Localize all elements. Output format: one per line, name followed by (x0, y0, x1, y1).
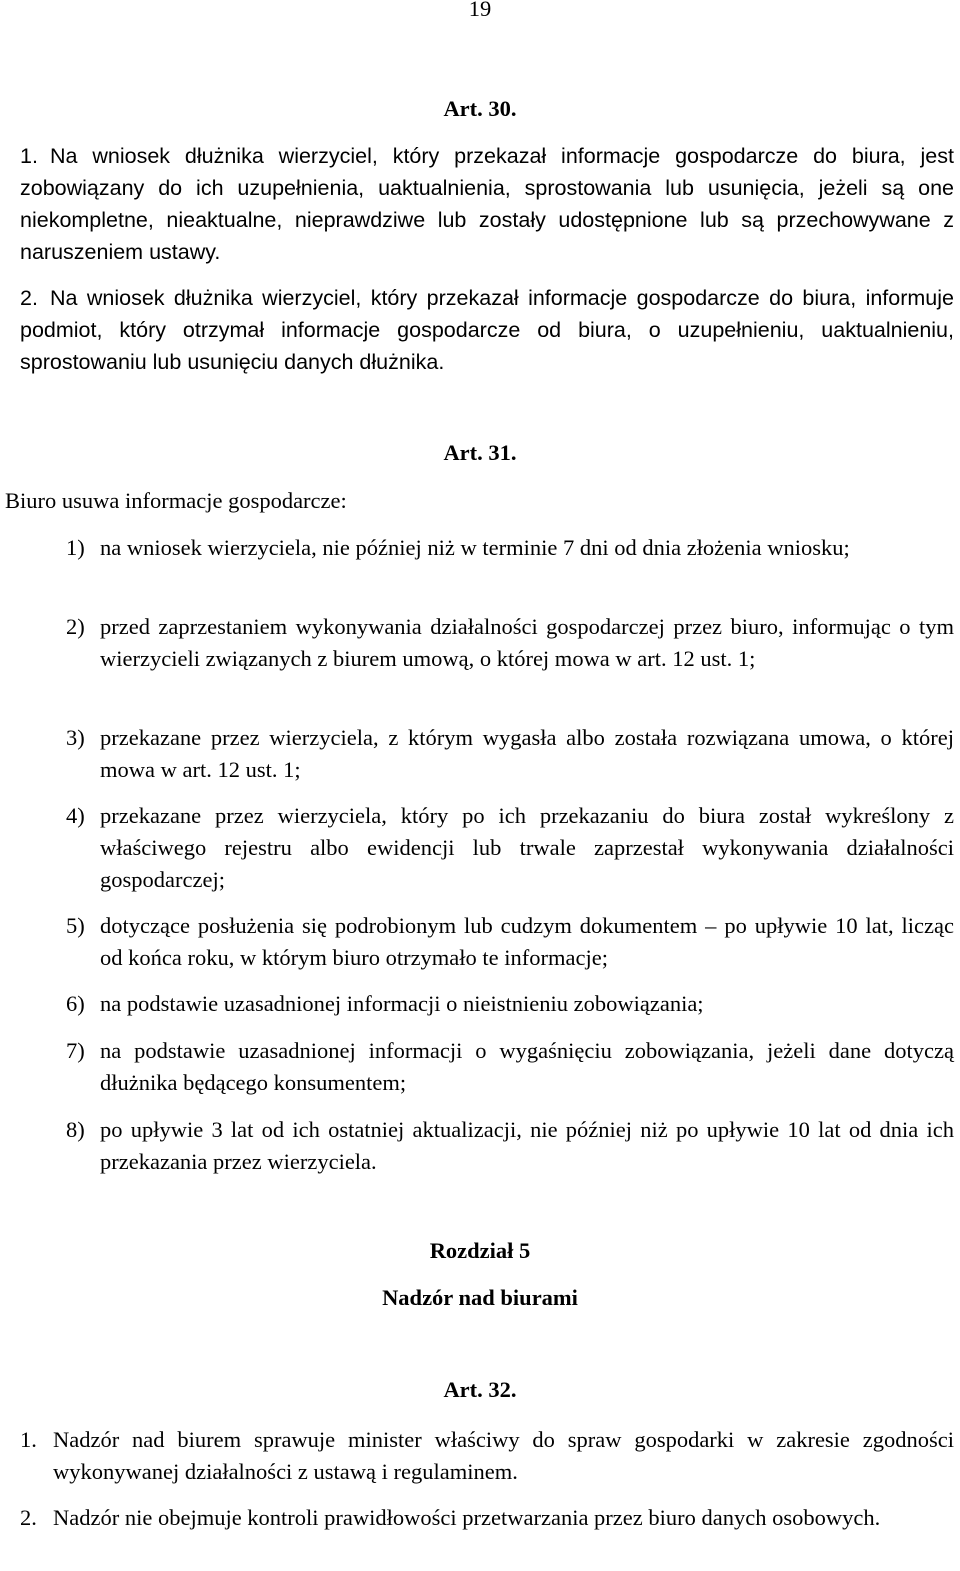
paragraph-number: 2. (20, 286, 38, 310)
list-item (66, 722, 954, 786)
list-item (66, 988, 954, 1020)
list-item-number: 8) (66, 1117, 85, 1142)
list-item (66, 800, 954, 896)
art30-paragraph-1 (20, 140, 954, 268)
list-item-text: dotyczące posłużenia się podrobionym lub cudzym dokumentem – po upływie 10 lat, licząc od końca roku, w którym biuro otrzymało te informacje; (100, 913, 954, 970)
list-item-number: 3) (66, 725, 85, 750)
paragraph-text: Nadzór nad biurem sprawuje minister właściwy do spraw gospodarki w zakresie zgodności wykonywanej działalności z ustawą i regulaminem. (53, 1427, 954, 1484)
art32-paragraph-1 (20, 1424, 954, 1488)
list-item-text: na podstawie uzasadnionej informacji o wygaśnięciu zobowiązania, jeżeli dane dotyczą dłużnika będącego konsumentem; (100, 1038, 954, 1095)
list-item-number: 6) (66, 991, 85, 1016)
list-item-number: 4) (66, 803, 85, 828)
paragraph-text: Na wniosek dłużnika wierzyciel, który przekazał informacje gospodarcze do biura, jest zobowiązany do ich uzupełnienia, uaktualnienia, sprostowania lub usunięcia, jeżeli są one niekompletne, nieaktualne, nieprawdziwe lub zostały udostępnione lub są przechowywane z naruszeniem ustawy. (20, 144, 954, 264)
list-item (66, 1114, 954, 1178)
article-31-heading: Art. 31. (443, 440, 517, 465)
paragraph-number: 1. (20, 1427, 37, 1452)
art32-paragraph-2 (20, 1502, 954, 1534)
list-item (66, 611, 954, 675)
chapter-title: Rozdział 5 (429, 1238, 531, 1263)
list-item-text: przekazane przez wierzyciela, z którym wygasła albo została rozwiązana umowa, o której mowa w art. 12 ust. 1; (100, 725, 954, 782)
list-item-text: na podstawie uzasadnionej informacji o nieistnieniu zobowiązania; (100, 991, 704, 1016)
list-item-number: 1) (66, 535, 85, 560)
list-item (66, 532, 954, 564)
paragraph-number: 2. (20, 1505, 37, 1530)
list-item-text: po upływie 3 lat od ich ostatniej aktualizacji, nie później niż po upływie 10 lat od dnia ich przekazania przez wierzyciela. (100, 1117, 954, 1174)
list-item-text: przekazane przez wierzyciela, który po ich przekazaniu do biura został wykreślony z właściwego rejestru albo ewidencji lub trwale zaprzestał wykonywania działalności gospodarczej; (100, 803, 954, 892)
art31-intro: Biuro usuwa informacje gospodarcze: (5, 488, 347, 513)
list-item (66, 910, 954, 974)
chapter-subtitle: Nadzór nad biurami (382, 1285, 578, 1310)
list-item-number: 7) (66, 1038, 85, 1063)
paragraph-text: Na wniosek dłużnika wierzyciel, który przekazał informacje gospodarcze do biura, informuje podmiot, który otrzymał informacje gospodarcze od biura, o uzupełnieniu, uaktualnieniu, sprostowaniu lub usunięciu danych dłużnika. (20, 286, 954, 374)
paragraph-number: 1. (20, 144, 38, 168)
paragraph-text: Nadzór nie obejmuje kontroli prawidłowości przetwarzania przez biuro danych osobowych. (53, 1505, 881, 1530)
list-item-number: 2) (66, 614, 85, 639)
list-item-text: na wniosek wierzyciela, nie później niż w terminie 7 dni od dnia złożenia wniosku; (100, 535, 850, 560)
article-30-heading: Art. 30. (443, 96, 517, 121)
list-item-text: przed zaprzestaniem wykonywania działalności gospodarczej przez biuro, informując o tym wierzycieli związanych z biurem umową, o której mowa w art. 12 ust. 1; (100, 614, 954, 671)
article-32-heading: Art. 32. (443, 1377, 517, 1402)
page-number: 19 (468, 0, 492, 21)
art30-paragraph-2 (20, 282, 954, 378)
list-item (66, 1035, 954, 1099)
list-item-number: 5) (66, 913, 85, 938)
